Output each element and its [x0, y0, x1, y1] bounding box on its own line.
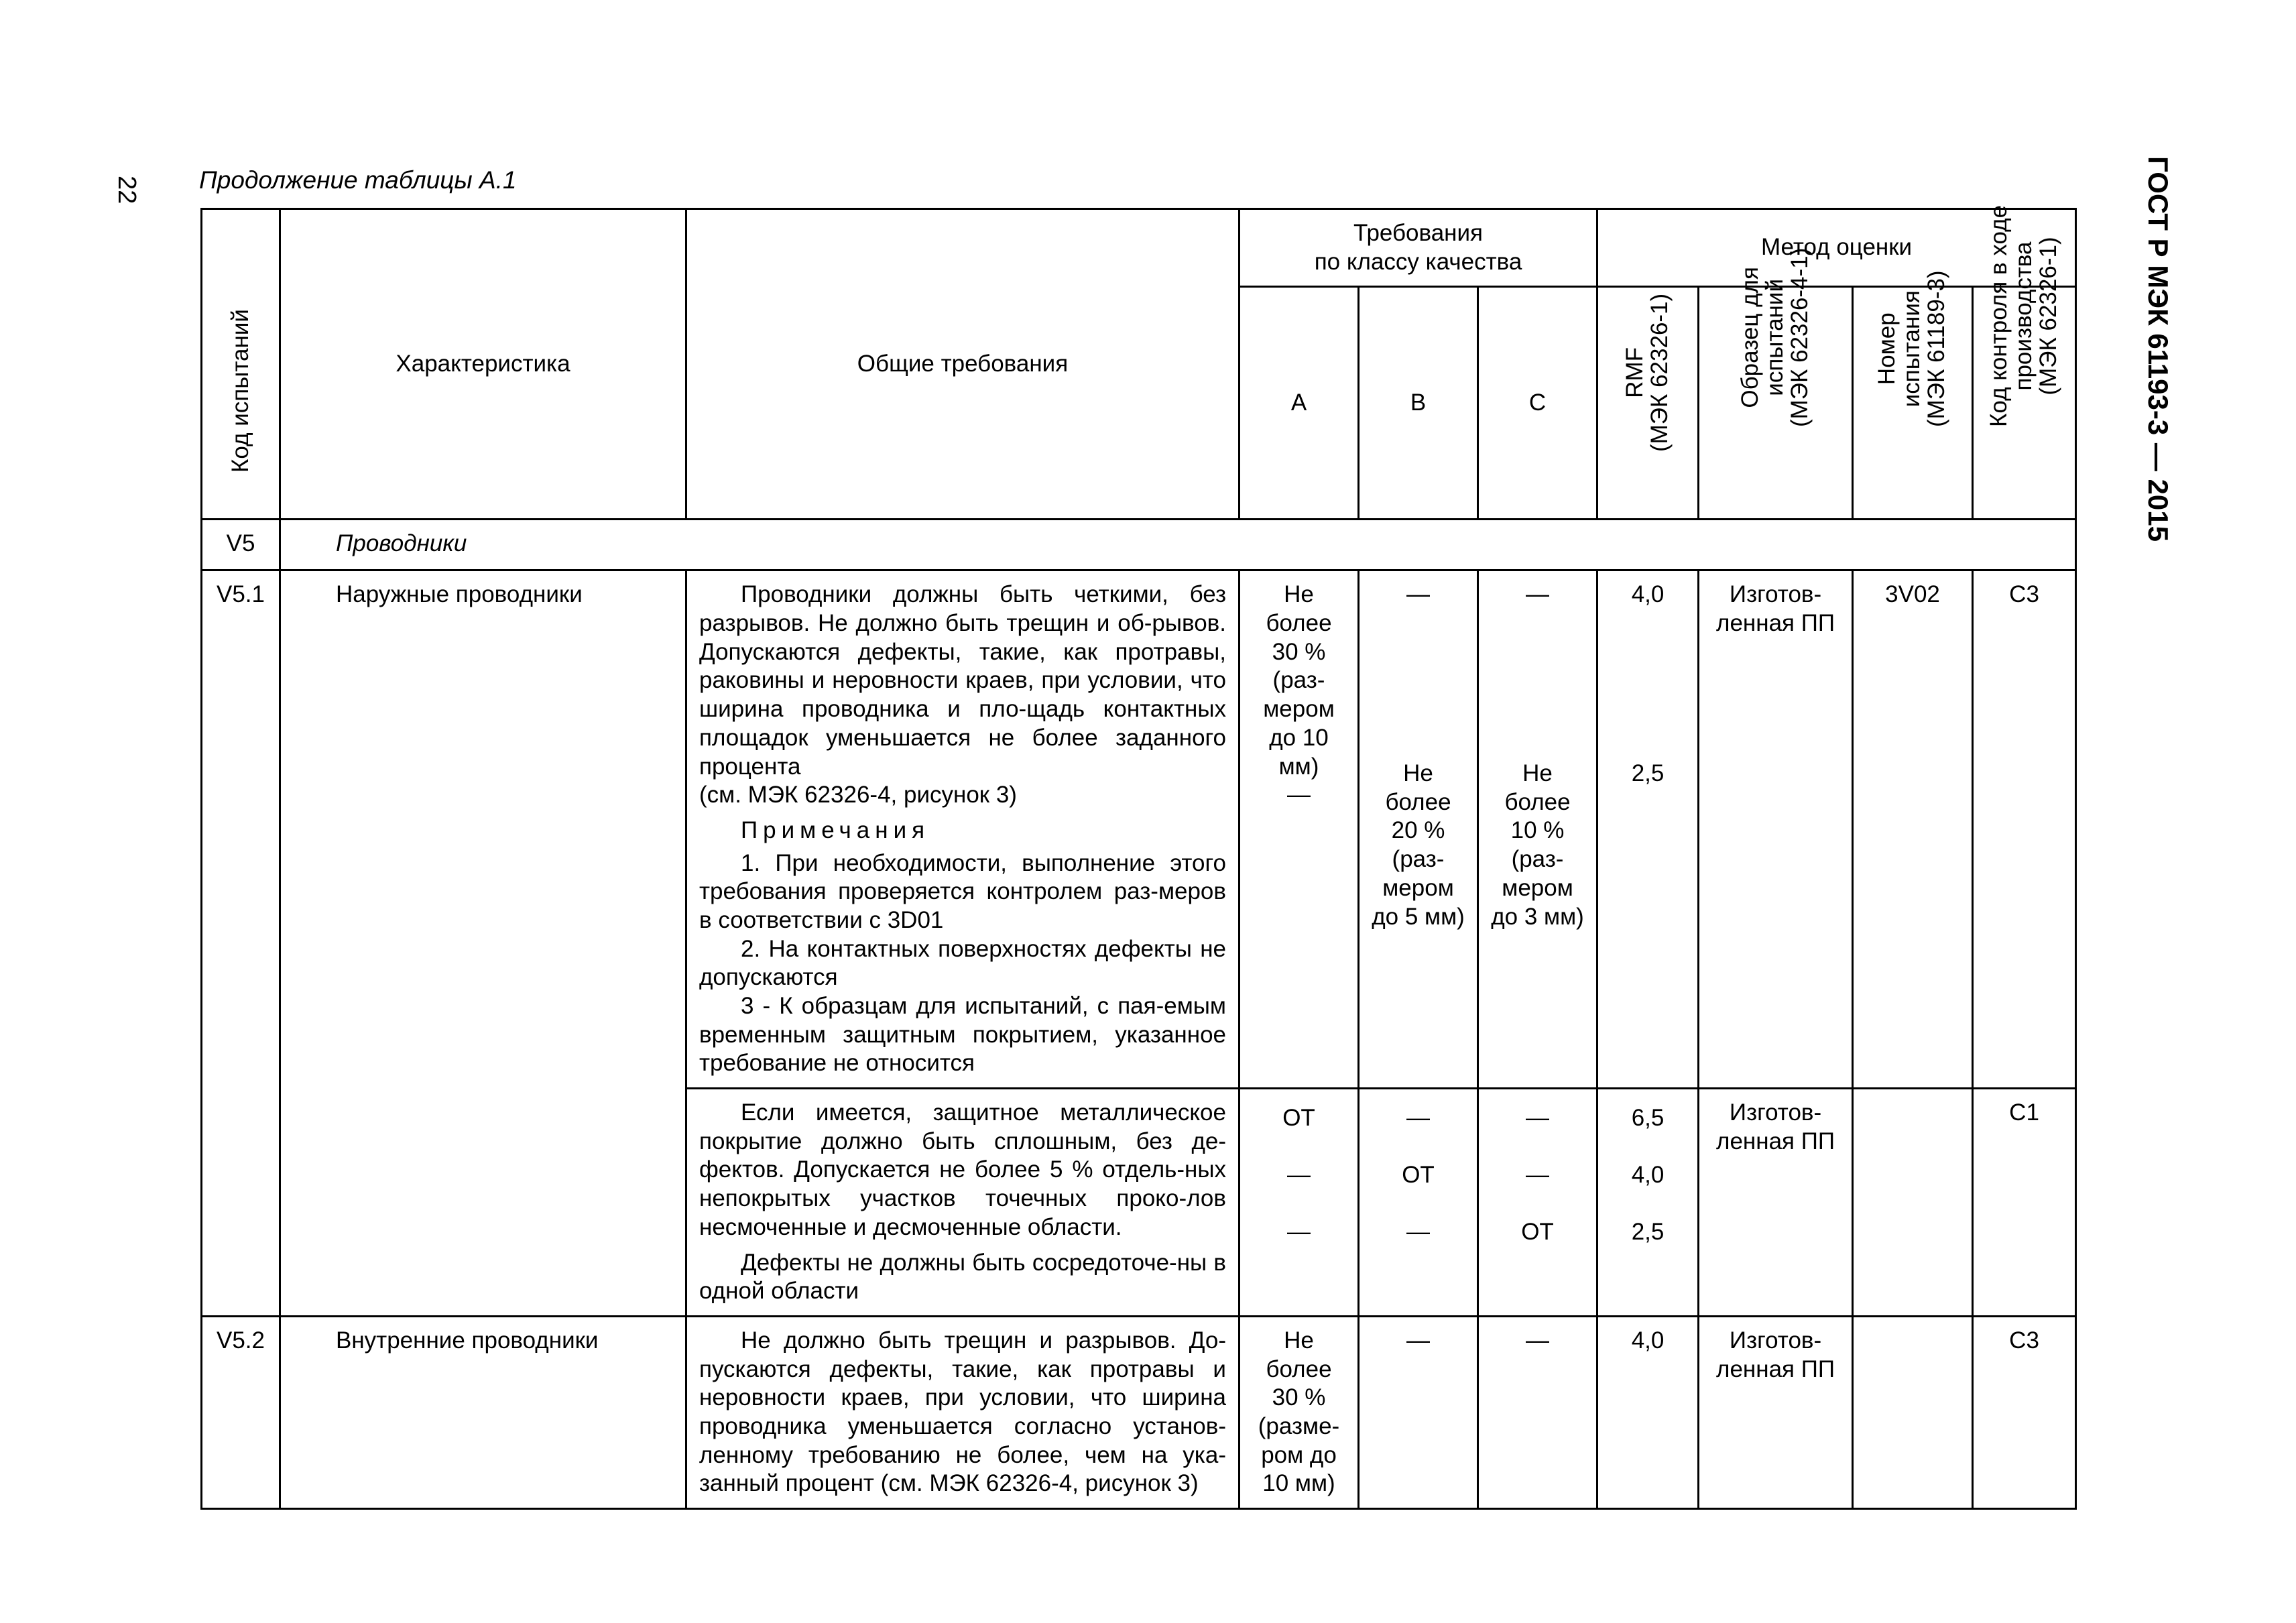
class-c-value: — Не более 10 % (раз-мером до 3 мм)	[1478, 570, 1597, 1089]
row-requirements: Не должно быть трещин и разрывов. До-пускаются дефекты, такие, как протравы и неровности краев, при условии, что ширина проводника уменьшается согласно установ-ленному требованию не более, чем на ука-занный процент (см. МЭК 62326-4, рисунок 3)	[686, 1316, 1240, 1508]
row-characteristic: Внутренние проводники	[280, 1316, 686, 1508]
row-characteristic: Наружные проводники	[280, 570, 686, 1317]
rmf-value: 4,0 2,5	[1597, 570, 1699, 1089]
class-b-value: — ОТ —	[1359, 1089, 1478, 1317]
header-quality-class: Требования по классу качества	[1240, 209, 1597, 287]
class-a-value: Не более 30 % (разме-ром до 10 мм)	[1240, 1316, 1359, 1508]
class-b-value: — Не более 20 % (раз-мером до 5 мм)	[1359, 570, 1478, 1089]
control-code-value: C3	[1973, 570, 2076, 1089]
class-c-value: — — ОТ	[1478, 1089, 1597, 1317]
class-a-value: ОТ — —	[1240, 1089, 1359, 1317]
control-code-value: C3	[1973, 1316, 2076, 1508]
row-code: V5.2	[202, 1316, 280, 1508]
class-b-value: —	[1359, 1316, 1478, 1508]
header-control-code: Код контроля в ходе производства (МЭК 62326-1)	[1973, 287, 2076, 520]
class-c-value: —	[1478, 1316, 1597, 1508]
header-class-c: C	[1478, 287, 1597, 520]
test-number-value	[1853, 1316, 1973, 1508]
sample-value: Изготов-ленная ПП	[1699, 570, 1853, 1089]
header-method: Метод оценки	[1597, 209, 2076, 287]
section-row	[202, 520, 2076, 570]
row-requirements: Если имеется, защитное металлическое покрытие должно быть сплошным, без де-фектов. Допускается не более 5 % отдель-ных непокрытых участков точечных проко-лов несмоченные и десмоченные области. Дефекты не должны быть сосредоточе-ны в одной области	[686, 1089, 1240, 1317]
test-number-value: 3V02	[1853, 570, 1973, 1089]
header-class-a: A	[1240, 287, 1359, 520]
section-title: Проводники	[280, 520, 2076, 570]
control-code-value: C1	[1973, 1089, 2076, 1317]
table-caption: Продолжение таблицы А.1	[199, 166, 517, 194]
header-test-number: Номер испытания (МЭК 61189-3)	[1853, 287, 1973, 520]
header-sample: Образец для испытаний (МЭК 62326-4-1)	[1699, 287, 1853, 520]
header-characteristic: Характеристика	[280, 209, 686, 520]
standard-designation: ГОСТ Р МЭК 61193-3 — 2015	[2142, 156, 2174, 542]
class-a-value: Не более 30 % (раз-мером до 10 мм) —	[1240, 570, 1359, 1089]
requirements-table	[200, 205, 2077, 1510]
table-row	[202, 570, 2076, 1089]
header-class-b: B	[1359, 287, 1478, 520]
sample-value: Изготов-ленная ПП	[1699, 1316, 1853, 1508]
row-requirements: Проводники должны быть четкими, без разрывов. Не должно быть трещин и об-рывов. Допускаются дефекты, такие, как протравы, раковины и неровности краев, при условии, что ширина проводника и пло-щадь контактных площадок уменьшается не более заданного процента (см. МЭК 62326-4, рисунок 3) Примечания 1. При необходимости, выполнение этого требования проверяется контролем раз-меров в соответствии с 3D01 2. На контактных поверхностях дефекты не допускаются 3 - К образцам для испытаний, с пая-емым временным защитным покрытием, указанное требование не относится	[686, 570, 1240, 1089]
page-number: 22	[113, 176, 141, 204]
sample-value: Изготов-ленная ПП	[1699, 1089, 1853, 1317]
rmf-value: 6,5 4,0 2,5	[1597, 1089, 1699, 1317]
test-number-value	[1853, 1089, 1973, 1317]
table-row	[202, 1316, 2076, 1508]
header-test-code: Код испытаний	[202, 209, 280, 520]
row-code: V5.1	[202, 570, 280, 1317]
header-rmf: RMF (МЭК 62326-1)	[1597, 287, 1699, 520]
section-code: V5	[202, 520, 280, 570]
header-general-requirements: Общие требования	[686, 209, 1240, 520]
rmf-value: 4,0	[1597, 1316, 1699, 1508]
